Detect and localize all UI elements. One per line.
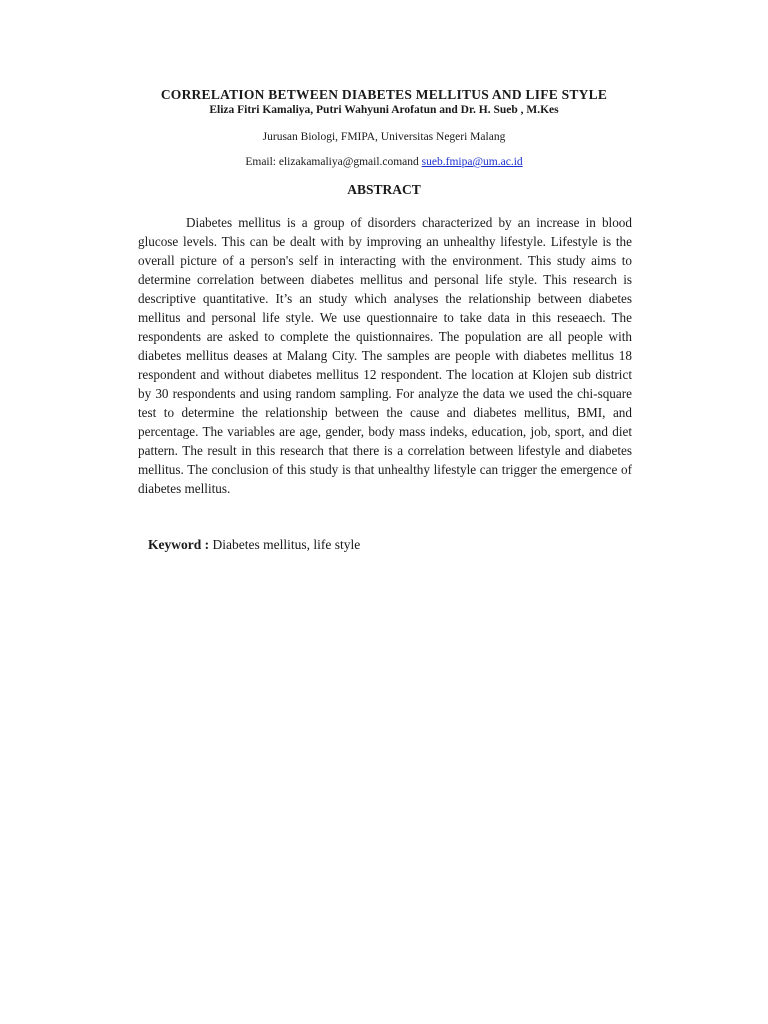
paper-affiliation: Jurusan Biologi, FMIPA, Universitas Negeri Malang <box>262 131 506 143</box>
paper-authors: Eliza Fitri Kamaliya, Putri Wahyuni Arofatun and Dr. H. Sueb , M.Kes <box>209 104 559 116</box>
keyword-value: Diabetes mellitus, life style <box>212 537 361 552</box>
abstract-heading: ABSTRACT <box>347 182 421 197</box>
email-prefix: Email: elizakamaliya@gmail.comand <box>245 156 422 168</box>
email-link[interactable]: sueb.fmipa@um.ac.id <box>421 156 523 168</box>
abstract-body: Diabetes mellitus is a group of disorders characterized by an increase in blood glucose levels. This can be dealt with by improving an unhealthy lifestyle. Lifestyle is the overall picture of a person's self in interacting with the environment. This study aims to determine correlation between diabetes mellitus and personal life style. This research is descriptive quantitative. It’s an study which analyses the relationship between diabetes mellitus and personal life style. We use questionnaire to take data in this reseaech. The respondents are asked to complete the quistionnaires. The population are all people with diabetes mellitus deases at Malang City. The samples are people with diabetes mellitus 18 respondent and without diabetes mellitus 12 respondent. The location at Klojen sub district by 30 respondents and using random sampling. For analyze the data we used the chi-square test to determine the relationship between the cause and diabetes mellitus, BMI, and percentage. The variables are age, gender, body mass indeks, education, job, sport, and diet pattern. The result in this research that there is a correlation between lifestyle and diabetes mellitus. The conclusion of this study is that unhealthy lifestyle can trigger the emergence of diabetes mellitus. <box>138 215 632 496</box>
keyword-line <box>148 537 360 553</box>
keyword-label: Keyword : <box>148 537 210 552</box>
paper-title: CORRELATION BETWEEN DIABETES MELLITUS AND LIFE STYLE <box>160 87 608 102</box>
email-line <box>0 156 768 168</box>
